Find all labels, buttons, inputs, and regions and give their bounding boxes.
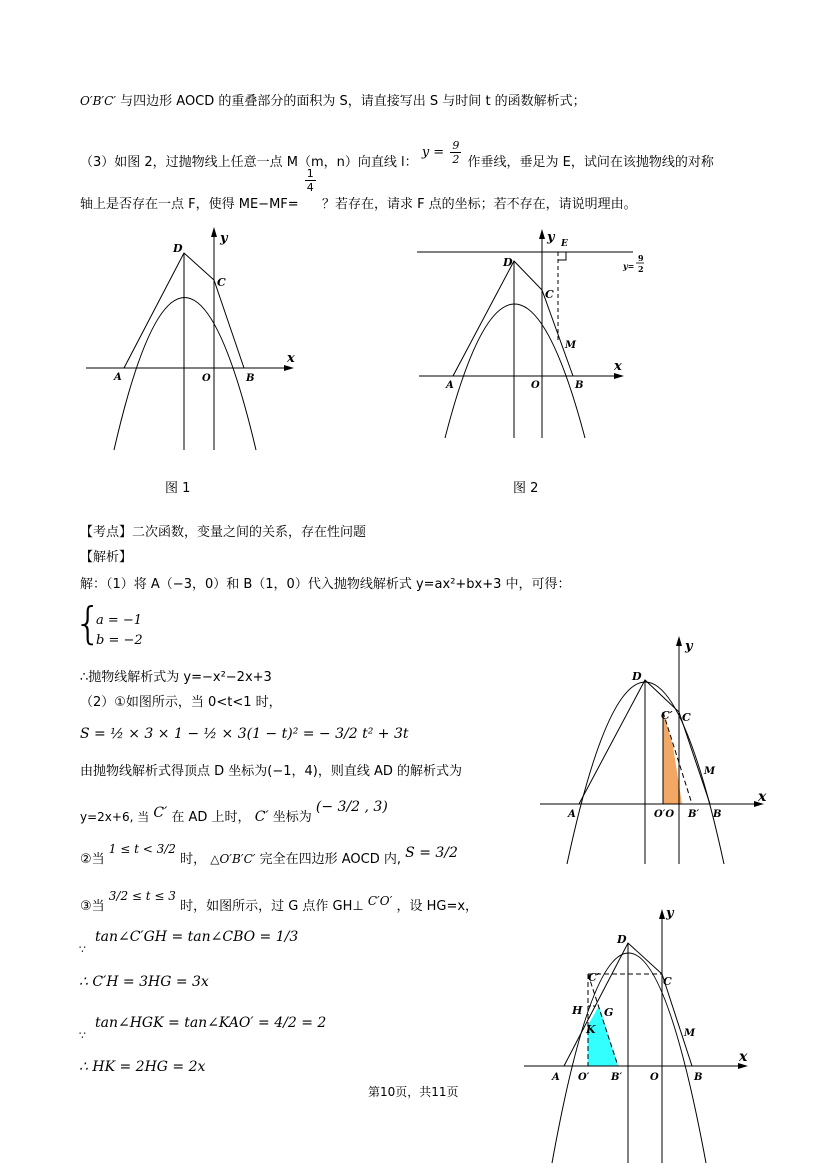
- figure-2-label-line-den: 2: [638, 264, 644, 274]
- kaodian-line: [80, 526, 366, 539]
- q3-fraction-den: 2: [452, 153, 460, 166]
- figure-3: [530, 630, 780, 870]
- figure-4-label-k: K: [586, 1023, 596, 1036]
- figure-2-label-b: B: [575, 380, 584, 391]
- figure-4-label-x: x: [739, 1049, 748, 1065]
- q3-fraction-num: 9: [452, 139, 460, 152]
- step-6-c: 坐标为: [272, 810, 312, 825]
- solution-step-9: tan∠C′GH = tan∠CBO = 1/3: [95, 929, 299, 945]
- solution-step-2: ∴抛物线解析式为 y=−x²−2x+3: [80, 670, 272, 685]
- figure-3-label-y: y: [685, 639, 693, 654]
- page-footer: 第10页，共11页: [368, 1085, 459, 1099]
- figure-2-label-a: A: [446, 380, 454, 391]
- solution-step-10: ∴ C′H = 3HG = 3x: [79, 974, 209, 990]
- step-7-ineq: 1 ≤ t < 3/2: [108, 842, 176, 856]
- figure-4-label-o1: O′: [578, 1072, 590, 1083]
- step-6-c1: C′: [153, 805, 168, 821]
- figure-2-y-arrow: [539, 229, 545, 239]
- figure-2-axes: [417, 233, 633, 438]
- solution-step-1: 解：（1）将 A（−3，0）和 B（1，0）代入抛物线解析式 y=ax²+bx+3 中，可得：: [80, 577, 571, 592]
- figure-1-label-c: C: [217, 276, 226, 289]
- solution-step-7: [80, 842, 458, 867]
- figure-1-caption: 图 1: [165, 481, 191, 496]
- step-6-b: 在 AD 上时，: [171, 810, 251, 825]
- figure-4: [520, 905, 770, 1165]
- figure-4-overlap-fill: [588, 1006, 618, 1066]
- q3-quarter-den: 4: [306, 181, 314, 194]
- system-eq-b: b = −2: [96, 633, 143, 648]
- step-8-ineq: 3/2 ≤ t ≤ 3: [108, 889, 176, 903]
- step-7-c: 完全在四边形 AOCD 内,: [259, 852, 402, 867]
- system-brace: {: [74, 598, 102, 649]
- figure-3-label-c1: C′: [661, 709, 673, 722]
- step-6-coord: (− 3/2 , 3): [315, 799, 388, 815]
- figure-2-label-line-y: y=: [623, 261, 635, 271]
- step-6-c2: C′: [254, 809, 269, 825]
- figure-4-label-h: H: [572, 1004, 583, 1017]
- step-8-c: ，设 HG=x，: [396, 899, 479, 914]
- solution-step-3: （2）①如图所示，当 0<t<1 时，: [80, 695, 282, 710]
- figure-3-label-c: C: [682, 711, 691, 724]
- solution-step-11: tan∠HGK = tan∠KAO′ = 4/2 = 2: [95, 1015, 327, 1031]
- kaodian-label: 【考点】: [80, 525, 133, 540]
- figure-3-label-b1: B′: [688, 809, 700, 820]
- step-7-b: 时，: [180, 852, 207, 867]
- math-triangle: O′B′C′: [80, 94, 117, 108]
- q3-text-c-b: ？若存在，请求 F 点的坐标；若不存在，请说明理由。: [321, 197, 637, 212]
- intro-line-1-text: 与四边形 AOCD 的重叠部分的面积为 S，请直接写出 S 与时间 t 的函数解析式；: [120, 94, 586, 109]
- figure-2-label-c: C: [545, 288, 554, 301]
- figure-4-parabola: [552, 953, 706, 1163]
- figure-1-label-y: y: [220, 231, 228, 246]
- q3-equation-y: y =: [421, 145, 445, 160]
- because-2: ∵: [79, 1029, 86, 1042]
- figure-3-label-b: B: [713, 809, 722, 820]
- figure-4-label-d: D: [617, 933, 627, 946]
- figure-1-label-o: O: [202, 373, 211, 384]
- figure-2-label-o: O: [531, 380, 540, 391]
- figure-2-label-m: M: [565, 340, 577, 351]
- q3-fraction: [450, 140, 461, 165]
- figure-3-label-d: D: [632, 670, 642, 683]
- step-7-s: S = 3/2: [405, 845, 458, 861]
- figure-3-label-x: x: [758, 789, 767, 805]
- figure-4-y-arrow: [659, 909, 665, 919]
- figure-4-label-m: M: [684, 1028, 696, 1039]
- figure-1-y-arrow: [211, 227, 217, 237]
- figure-3-axes: [540, 640, 760, 864]
- figure-1-parabola: [114, 298, 256, 451]
- figure-2-label-y: y: [547, 230, 555, 245]
- solution-step-5: 由抛物线解析式得顶点 D 坐标为(−1，4)，则直线 AD 的解析式为: [80, 764, 463, 779]
- figure-4-label-o: O: [650, 1072, 659, 1083]
- q3-text-c-a: 轴上是否存在一点 F，使得 ME−MF=: [80, 197, 299, 212]
- figure-1-label-b: B: [246, 373, 255, 384]
- figure-1-label-d: D: [173, 242, 183, 255]
- step-6-a: y=2x+6, 当: [80, 810, 150, 824]
- figure-3-y-arrow: [676, 636, 682, 646]
- figure-4-axes: [524, 913, 744, 1163]
- step-7-tri: △O′B′C′: [210, 852, 256, 866]
- step-8-a: ③当: [80, 899, 105, 914]
- step-8-b: 时，如图所示，过 G 点作 GH⊥: [180, 899, 364, 914]
- figure-1-axes: [86, 231, 290, 450]
- figure-2-label-d: D: [503, 256, 513, 269]
- figure-1: [80, 225, 310, 465]
- question-3-line-2: [80, 167, 637, 212]
- solution-step-8: [80, 889, 479, 914]
- figure-4-label-y: y: [666, 906, 674, 921]
- figure-3-label-o1o: O′O: [654, 809, 675, 820]
- jiexi-label: 【解析】: [80, 550, 133, 565]
- figure-4-label-a: A: [552, 1072, 560, 1083]
- figure-3-label-a: A: [568, 809, 576, 820]
- q3-text-b: 作垂线，垂足为 E，试问在该抛物线的对称: [467, 155, 714, 170]
- solution-area-formula: S = ½ × 3 × 1 − ½ × 3(1 − t)² = − 3/2 t² + 3t: [80, 726, 409, 742]
- kaodian-text: 二次函数，变量之间的关系，存在性问题: [132, 525, 367, 540]
- q3-text-a: （3）如图 2，过抛物线上任意一点 M（m，n）向直线 l：: [80, 155, 418, 170]
- figure-2: [415, 225, 655, 465]
- because-1: ∵: [79, 943, 86, 956]
- figure-2-label-e: E: [561, 239, 568, 249]
- step-7-a: ②当: [80, 852, 105, 867]
- q3-quarter-num: 1: [306, 167, 314, 180]
- solution-step-6: [80, 799, 388, 825]
- system-eq-a: a = −1: [96, 613, 143, 628]
- figure-2-quad-aocd: [453, 261, 573, 376]
- figure-2-label-x: x: [614, 359, 622, 374]
- figure-4-label-c: C: [663, 975, 672, 988]
- figure-2-parabola: [445, 304, 585, 438]
- question-3-line: [80, 126, 714, 170]
- figure-3-label-m: M: [704, 766, 716, 777]
- figure-4-label-g: G: [604, 1006, 614, 1019]
- figure-2-right-angle-mark: [558, 252, 566, 260]
- figure-4-label-c1: C′: [588, 971, 600, 984]
- figure-2-caption: 图 2: [513, 481, 539, 496]
- figure-1-label-x: x: [287, 351, 295, 366]
- figure-1-label-a: A: [114, 372, 122, 383]
- q3-quarter-fraction: [305, 168, 316, 193]
- figure-2-label-line-num: 9: [638, 253, 644, 263]
- figure-4-label-b: B: [694, 1072, 703, 1083]
- figure-4-label-b1: B′: [611, 1072, 623, 1083]
- intro-line-1: [80, 95, 586, 108]
- solution-step-12: ∴ HK = 2HG = 2x: [79, 1059, 206, 1075]
- step-8-co: C′O′: [367, 894, 393, 908]
